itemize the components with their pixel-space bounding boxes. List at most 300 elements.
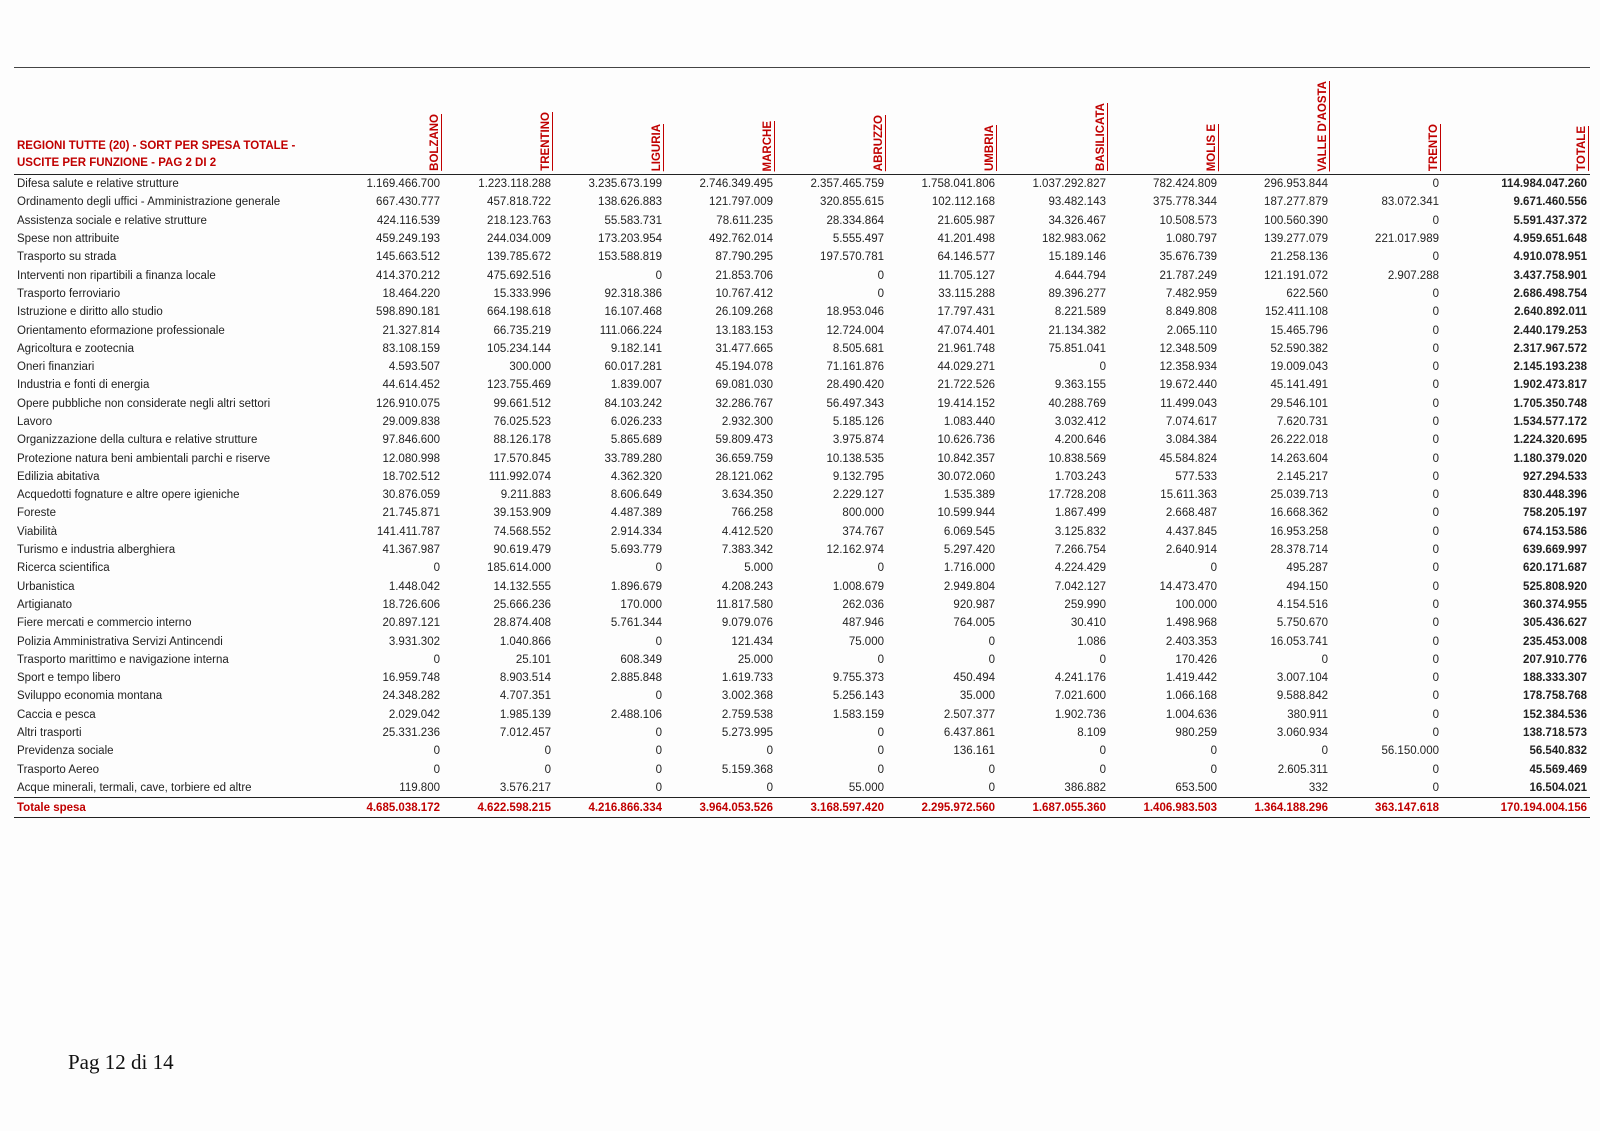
table-cell: 0 bbox=[655, 781, 662, 794]
table-cell: 8.221.589 bbox=[1054, 306, 1106, 319]
table-header-row bbox=[14, 72, 1590, 175]
table-cell: 5.555.497 bbox=[832, 233, 884, 246]
table-row bbox=[14, 285, 1590, 303]
table-cell: 4.487.389 bbox=[610, 507, 662, 520]
table-cell: 11.817.580 bbox=[716, 598, 773, 611]
table-title-line-2: USCITE PER FUNZIONE - PAG 2 DI 2 bbox=[17, 157, 217, 169]
table-cell: 19.414.152 bbox=[937, 397, 995, 410]
table-cell: 0 bbox=[766, 781, 773, 794]
table-cell: 12.348.509 bbox=[1159, 342, 1217, 355]
table-cell: 450.494 bbox=[953, 672, 995, 685]
table-cell: 31.477.665 bbox=[715, 342, 773, 355]
table-row bbox=[14, 761, 1590, 779]
table-cell: 1.040.866 bbox=[499, 635, 551, 648]
row-total-cell: 2.686.498.754 bbox=[1513, 287, 1587, 300]
table-cell: 187.277.879 bbox=[1264, 196, 1328, 209]
table-cell: 3.235.673.199 bbox=[588, 178, 662, 191]
table-cell: 0 bbox=[1099, 361, 1106, 374]
table-cell: 15.333.996 bbox=[493, 287, 551, 300]
table-cell: 3.931.302 bbox=[388, 635, 440, 648]
row-total-cell: 16.504.021 bbox=[1529, 781, 1587, 794]
table-cell: 475.692.516 bbox=[487, 269, 551, 282]
table-cell: 1.535.389 bbox=[943, 489, 995, 502]
table-cell: 21.605.987 bbox=[937, 214, 995, 227]
table-cell: 5.273.995 bbox=[721, 727, 773, 740]
table-row bbox=[14, 303, 1590, 321]
total-cell: 4.216.866.334 bbox=[554, 798, 665, 818]
table-row bbox=[14, 376, 1590, 394]
table-cell: 1.008.679 bbox=[832, 580, 884, 593]
table-cell: 1.498.968 bbox=[1165, 617, 1217, 630]
column-header-label: UMBRIA bbox=[984, 125, 996, 171]
table-cell: 15.465.796 bbox=[1270, 324, 1328, 337]
table-cell: 1.419.442 bbox=[1165, 672, 1217, 685]
table-cell: 36.659.759 bbox=[715, 452, 773, 465]
table-row bbox=[14, 687, 1590, 705]
table-cell: 97.846.600 bbox=[382, 434, 440, 447]
table-cell: 3.060.934 bbox=[1276, 727, 1328, 740]
table-cell: 1.896.679 bbox=[610, 580, 662, 593]
table-cell: 2.759.538 bbox=[721, 708, 773, 721]
table-cell: 18.702.512 bbox=[382, 470, 440, 483]
table-cell: 28.490.420 bbox=[826, 379, 884, 392]
table-cell: 35.676.739 bbox=[1159, 251, 1217, 264]
table-cell: 18.953.046 bbox=[826, 306, 884, 319]
table-cell: 5.000 bbox=[744, 562, 773, 575]
table-cell: 10.599.944 bbox=[937, 507, 995, 520]
row-label: Orientamento eformazione professionale bbox=[17, 324, 225, 337]
row-total-cell: 927.294.533 bbox=[1523, 470, 1587, 483]
table-cell: 17.728.208 bbox=[1048, 489, 1106, 502]
table-cell: 139.277.079 bbox=[1264, 233, 1328, 246]
total-cell: 363.147.618 bbox=[1331, 798, 1442, 818]
table-cell: 7.482.959 bbox=[1165, 287, 1217, 300]
column-header-label: TOTALE bbox=[1576, 126, 1588, 171]
table-cell: 0 bbox=[1432, 287, 1439, 300]
table-cell: 47.074.401 bbox=[937, 324, 995, 337]
table-cell: 4.412.520 bbox=[721, 525, 773, 538]
row-total-cell: 1.180.379.020 bbox=[1513, 452, 1587, 465]
table-cell: 30.410 bbox=[1070, 617, 1106, 630]
table-cell: 800.000 bbox=[842, 507, 884, 520]
table-cell: 0 bbox=[1432, 342, 1439, 355]
row-label: Ricerca scientifica bbox=[17, 562, 110, 575]
table-cell: 0 bbox=[1432, 251, 1439, 264]
table-cell: 15.611.363 bbox=[1160, 489, 1217, 502]
total-cell: 3.964.053.526 bbox=[665, 798, 776, 818]
table-cell: 16.959.748 bbox=[382, 672, 440, 685]
table-cell: 55.000 bbox=[848, 781, 884, 794]
table-cell: 92.318.386 bbox=[604, 287, 662, 300]
table-cell: 111.992.074 bbox=[488, 470, 551, 483]
total-cell: 1.687.055.360 bbox=[998, 798, 1109, 818]
table-cell: 667.430.777 bbox=[376, 196, 440, 209]
column-header bbox=[1109, 72, 1220, 175]
row-total-cell: 1.224.320.695 bbox=[1513, 434, 1587, 447]
table-cell: 0 bbox=[1432, 598, 1439, 611]
table-row bbox=[14, 193, 1590, 211]
table-cell: 12.724.004 bbox=[826, 324, 884, 337]
column-header bbox=[887, 72, 998, 175]
table-cell: 139.785.672 bbox=[487, 251, 551, 264]
table-cell: 0 bbox=[1321, 653, 1328, 666]
table-cell: 0 bbox=[544, 745, 551, 758]
table-cell: 5.297.420 bbox=[943, 544, 995, 557]
table-cell: 6.069.545 bbox=[943, 525, 995, 538]
table-cell: 622.560 bbox=[1286, 287, 1328, 300]
table-cell: 459.249.193 bbox=[376, 233, 440, 246]
row-total-cell: 4.959.651.648 bbox=[1513, 233, 1587, 246]
table-cell: 0 bbox=[1432, 672, 1439, 685]
table-cell: 25.039.713 bbox=[1270, 489, 1328, 502]
table-cell: 262.036 bbox=[842, 598, 884, 611]
table-cell: 221.017.989 bbox=[1375, 233, 1439, 246]
table-title-line-1: REGIONI TUTTE (20) - SORT PER SPESA TOTALE - bbox=[17, 140, 296, 152]
table-cell: 9.132.795 bbox=[832, 470, 884, 483]
table-cell: 6.437.861 bbox=[943, 727, 995, 740]
table-cell: 19.009.043 bbox=[1270, 361, 1328, 374]
table-row bbox=[14, 212, 1590, 230]
table-cell: 380.911 bbox=[1287, 708, 1328, 721]
table-cell: 121.434 bbox=[731, 635, 773, 648]
row-label: Edilizia abitativa bbox=[17, 470, 100, 483]
table-row bbox=[14, 504, 1590, 522]
table-cell: 2.605.311 bbox=[1277, 763, 1328, 776]
table-body bbox=[14, 175, 1590, 798]
table-cell: 138.626.883 bbox=[598, 196, 662, 209]
table-cell: 8.903.514 bbox=[499, 672, 551, 685]
table-cell: 0 bbox=[1099, 653, 1106, 666]
table-cell: 8.109 bbox=[1077, 727, 1106, 740]
row-total-cell: 114.984.047.260 bbox=[1501, 178, 1587, 191]
table-cell: 1.066.168 bbox=[1165, 690, 1217, 703]
row-label: Turismo e industria alberghiera bbox=[17, 544, 176, 557]
table-cell: 21.722.526 bbox=[937, 379, 995, 392]
table-cell: 18.464.220 bbox=[382, 287, 440, 300]
table-cell: 145.663.512 bbox=[376, 251, 440, 264]
row-label: Spese non attribuite bbox=[17, 233, 120, 246]
column-header-label: BOLZANO bbox=[429, 114, 441, 171]
table-cell: 0 bbox=[1099, 763, 1106, 776]
table-cell: 10.626.736 bbox=[937, 434, 995, 447]
table-cell: 0 bbox=[1432, 562, 1439, 575]
table-cell: 0 bbox=[1432, 507, 1439, 520]
table-cell: 64.146.577 bbox=[937, 251, 995, 264]
table-cell: 1.448.042 bbox=[388, 580, 440, 593]
table-cell: 12.358.934 bbox=[1159, 361, 1217, 374]
row-label: Protezione natura beni ambientali parchi e riserve bbox=[17, 452, 271, 465]
column-header-label: MARCHE bbox=[762, 120, 774, 171]
table-cell: 1.169.466.700 bbox=[366, 178, 440, 191]
table-row bbox=[14, 523, 1590, 541]
row-label: Acque minerali, termali, cave, torbiere ed altre bbox=[17, 781, 252, 794]
row-total-cell: 188.333.307 bbox=[1523, 672, 1587, 685]
table-cell: 44.614.452 bbox=[382, 379, 440, 392]
table-row bbox=[14, 669, 1590, 687]
row-total-cell: 1.534.577.172 bbox=[1513, 416, 1587, 428]
table-cell: 9.211.883 bbox=[500, 489, 551, 502]
table-cell: 25.101 bbox=[515, 653, 551, 666]
table-row bbox=[14, 614, 1590, 632]
table-cell: 14.473.470 bbox=[1159, 580, 1217, 593]
row-label: Trasporto ferroviario bbox=[17, 287, 121, 300]
table-cell: 0 bbox=[655, 635, 662, 648]
table-cell: 74.568.552 bbox=[493, 525, 551, 538]
table-cell: 83.108.159 bbox=[382, 342, 440, 355]
table-cell: 664.198.618 bbox=[487, 306, 551, 319]
table-cell: 0 bbox=[433, 745, 440, 758]
column-header bbox=[665, 72, 776, 175]
table-cell: 300.000 bbox=[509, 361, 551, 374]
total-cell: 4.622.598.215 bbox=[443, 798, 554, 818]
row-label: Altri trasporti bbox=[17, 727, 82, 740]
row-total-cell: 758.205.197 bbox=[1523, 507, 1587, 520]
table-cell: 123.755.469 bbox=[487, 379, 551, 392]
row-label: Artigianato bbox=[17, 598, 72, 611]
table-cell: 1.716.000 bbox=[943, 562, 995, 575]
row-total-cell: 5.591.437.372 bbox=[1513, 214, 1587, 227]
row-total-cell: 4.910.078.951 bbox=[1513, 251, 1587, 264]
table-cell: 71.161.876 bbox=[826, 361, 884, 374]
table-cell: 0 bbox=[877, 653, 884, 666]
table-cell: 1.867.499 bbox=[1054, 507, 1106, 520]
table-cell: 15.189.146 bbox=[1048, 251, 1106, 264]
table-cell: 2.065.110 bbox=[1166, 324, 1217, 337]
table-cell: 8.606.649 bbox=[610, 489, 662, 502]
table-cell: 7.021.600 bbox=[1054, 690, 1106, 703]
table-cell: 0 bbox=[1432, 617, 1439, 630]
table-cell: 21.258.136 bbox=[1270, 251, 1328, 264]
row-total-cell: 305.436.627 bbox=[1523, 617, 1587, 630]
table-cell: 9.079.076 bbox=[721, 617, 773, 630]
table-cell: 185.614.000 bbox=[487, 562, 551, 575]
table-cell: 0 bbox=[1432, 635, 1439, 648]
table-cell: 3.576.217 bbox=[499, 781, 551, 794]
page-number: Pag 12 di 14 bbox=[68, 1050, 174, 1074]
row-label: Istruzione e diritto allo studio bbox=[17, 306, 163, 319]
table-cell: 10.838.569 bbox=[1048, 452, 1106, 465]
row-label: Ordinamento degli uffici - Amministrazione generale bbox=[17, 196, 281, 209]
row-label: Urbanistica bbox=[17, 580, 75, 593]
table-cell: 0 bbox=[1432, 379, 1439, 392]
row-label: Oneri finanziari bbox=[17, 361, 95, 374]
table-cell: 1.037.292.827 bbox=[1032, 178, 1106, 191]
spending-table bbox=[14, 72, 1590, 818]
row-label: Sviluppo economia montana bbox=[17, 690, 163, 703]
table-cell: 173.203.954 bbox=[598, 233, 662, 246]
table-cell: 13.183.153 bbox=[715, 324, 773, 337]
row-label: Opere pubbliche non considerate negli altri settori bbox=[17, 397, 271, 410]
total-cell: 1.406.983.503 bbox=[1109, 798, 1220, 818]
table-cell: 56.497.343 bbox=[826, 397, 884, 410]
table-cell: 12.162.974 bbox=[826, 544, 884, 557]
table-cell: 88.126.178 bbox=[493, 434, 551, 447]
table-cell: 414.370.212 bbox=[376, 269, 440, 282]
top-rule bbox=[14, 67, 1590, 68]
row-label: Industria e fonti di energia bbox=[17, 379, 150, 392]
table-row bbox=[14, 395, 1590, 413]
table-cell: 17.570.845 bbox=[493, 452, 551, 465]
column-header bbox=[554, 72, 665, 175]
table-cell: 4.437.845 bbox=[1165, 525, 1217, 538]
column-header-label: MOLIS E bbox=[1206, 123, 1218, 171]
column-header bbox=[776, 72, 887, 175]
table-cell: 487.946 bbox=[842, 617, 884, 630]
table-cell: 39.153.909 bbox=[493, 507, 551, 520]
table-cell: 2.029.042 bbox=[388, 708, 440, 721]
table-cell: 66.735.219 bbox=[493, 324, 551, 337]
table-row bbox=[14, 248, 1590, 266]
table-cell: 2.229.127 bbox=[832, 489, 884, 502]
table-cell: 653.500 bbox=[1175, 781, 1217, 794]
table-cell: 0 bbox=[1432, 416, 1439, 428]
table-cell: 0 bbox=[655, 690, 662, 703]
table-cell: 69.081.030 bbox=[715, 379, 773, 392]
table-cell: 0 bbox=[877, 287, 884, 300]
table-row bbox=[14, 578, 1590, 596]
table-cell: 0 bbox=[1432, 690, 1439, 703]
row-total-cell: 1.705.350.748 bbox=[1513, 397, 1587, 410]
table-cell: 4.593.507 bbox=[388, 361, 440, 374]
table-cell: 2.907.288 bbox=[1387, 269, 1439, 282]
table-cell: 87.790.295 bbox=[715, 251, 773, 264]
table-cell: 136.161 bbox=[953, 745, 995, 758]
table-cell: 0 bbox=[433, 763, 440, 776]
table-cell: 0 bbox=[655, 727, 662, 740]
table-cell: 0 bbox=[655, 763, 662, 776]
table-cell: 1.583.159 bbox=[832, 708, 884, 721]
table-cell: 21.134.382 bbox=[1048, 324, 1106, 337]
table-cell: 18.726.606 bbox=[382, 598, 440, 611]
table-cell: 9.363.155 bbox=[1054, 379, 1106, 392]
table-cell: 2.507.377 bbox=[943, 708, 995, 721]
table-cell: 111.066.224 bbox=[599, 324, 662, 337]
table-cell: 21.745.871 bbox=[382, 507, 440, 520]
table-cell: 457.818.722 bbox=[487, 196, 551, 209]
table-cell: 0 bbox=[1432, 324, 1439, 337]
table-cell: 21.961.748 bbox=[937, 342, 995, 355]
row-total-cell: 639.669.997 bbox=[1523, 544, 1587, 557]
table-cell: 494.150 bbox=[1286, 580, 1328, 593]
table-cell: 126.910.075 bbox=[376, 397, 440, 410]
table-cell: 52.590.382 bbox=[1270, 342, 1328, 355]
table-cell: 197.570.781 bbox=[820, 251, 884, 264]
row-total-cell: 9.671.460.556 bbox=[1513, 196, 1587, 209]
table-cell: 84.103.242 bbox=[604, 397, 662, 410]
table-cell: 8.849.808 bbox=[1165, 306, 1217, 319]
column-header bbox=[1220, 72, 1331, 175]
table-cell: 259.990 bbox=[1064, 598, 1106, 611]
table-cell: 34.326.467 bbox=[1048, 214, 1106, 227]
table-cell: 93.482.143 bbox=[1048, 196, 1106, 209]
row-total-cell: 2.640.892.011 bbox=[1514, 306, 1587, 319]
row-label: Polizia Amministrativa Servizi Antincendi bbox=[17, 635, 223, 648]
table-cell: 1.080.797 bbox=[1165, 233, 1217, 246]
table-cell: 244.034.009 bbox=[487, 233, 551, 246]
table-cell: 0 bbox=[433, 653, 440, 666]
table-row bbox=[14, 358, 1590, 376]
row-label: Viabilità bbox=[17, 525, 58, 538]
table-cell: 0 bbox=[655, 269, 662, 282]
table-cell: 16.107.468 bbox=[604, 306, 662, 319]
table-cell: 0 bbox=[1432, 306, 1439, 319]
table-cell: 20.897.121 bbox=[382, 617, 440, 630]
table-cell: 153.588.819 bbox=[598, 251, 662, 264]
table-cell: 218.123.763 bbox=[487, 214, 551, 227]
table-cell: 0 bbox=[1432, 763, 1439, 776]
row-label: Interventi non ripartibili a finanza locale bbox=[17, 269, 216, 282]
total-label: Totale spesa bbox=[14, 798, 332, 818]
table-cell: 16.953.258 bbox=[1270, 525, 1328, 538]
row-total-cell: 525.808.920 bbox=[1523, 580, 1587, 593]
table-cell: 89.396.277 bbox=[1048, 287, 1106, 300]
table-cell: 0 bbox=[988, 781, 995, 794]
table-cell: 32.286.767 bbox=[715, 397, 773, 410]
table-cell: 99.661.512 bbox=[493, 397, 551, 410]
table-cell: 2.145.217 bbox=[1276, 470, 1328, 483]
row-total-cell: 207.910.776 bbox=[1523, 653, 1587, 666]
row-label: Agricoltura e zootecnia bbox=[17, 342, 134, 355]
table-cell: 598.890.181 bbox=[376, 306, 440, 319]
row-label: Foreste bbox=[17, 507, 56, 520]
row-label: Acquedotti fognature e altre opere igieniche bbox=[17, 489, 240, 502]
table-cell: 0 bbox=[1321, 745, 1328, 758]
table-cell: 75.000 bbox=[848, 635, 884, 648]
table-cell: 16.053.741 bbox=[1270, 635, 1328, 648]
table-cell: 492.762.014 bbox=[709, 233, 773, 246]
table-cell: 332 bbox=[1308, 781, 1328, 794]
column-header bbox=[1442, 72, 1590, 175]
table-cell: 0 bbox=[988, 763, 995, 776]
table-cell: 30.072.060 bbox=[937, 470, 995, 483]
table-cell: 1.619.733 bbox=[721, 672, 773, 685]
table-cell: 45.141.491 bbox=[1270, 379, 1328, 392]
table-cell: 5.159.368 bbox=[721, 763, 773, 776]
table-cell: 608.349 bbox=[620, 653, 662, 666]
table-cell: 45.194.078 bbox=[715, 361, 773, 374]
table-cell: 119.800 bbox=[399, 781, 440, 794]
table-cell: 41.201.498 bbox=[937, 233, 995, 246]
column-header bbox=[1331, 72, 1442, 175]
table-row bbox=[14, 779, 1590, 798]
column-header-label: VALLE D'AOSTA bbox=[1317, 80, 1329, 171]
table-cell: 1.086 bbox=[1077, 635, 1106, 648]
row-label: Caccia e pesca bbox=[17, 708, 96, 721]
table-cell: 30.876.059 bbox=[382, 489, 440, 502]
table-cell: 5.693.779 bbox=[610, 544, 662, 557]
table-cell: 0 bbox=[988, 635, 995, 648]
table-cell: 9.182.141 bbox=[610, 342, 662, 355]
column-header bbox=[443, 72, 554, 175]
table-cell: 28.874.408 bbox=[493, 617, 551, 630]
table-cell: 29.009.838 bbox=[382, 416, 440, 428]
table-cell: 0 bbox=[1099, 745, 1106, 758]
table-row bbox=[14, 541, 1590, 559]
table-cell: 320.855.615 bbox=[820, 196, 884, 209]
column-header-label: LIGURIA bbox=[651, 123, 663, 171]
table-cell: 4.208.243 bbox=[721, 580, 773, 593]
table-cell: 9.588.842 bbox=[1276, 690, 1328, 703]
table-row bbox=[14, 449, 1590, 467]
table-row bbox=[14, 413, 1590, 431]
table-cell: 0 bbox=[877, 269, 884, 282]
table-cell: 41.367.987 bbox=[382, 544, 440, 557]
table-cell: 152.411.108 bbox=[1264, 306, 1328, 319]
table-cell: 33.789.280 bbox=[604, 452, 662, 465]
table-cell: 2.640.914 bbox=[1165, 544, 1217, 557]
table-cell: 296.953.844 bbox=[1264, 178, 1328, 191]
row-total-cell: 2.145.193.238 bbox=[1513, 361, 1587, 374]
